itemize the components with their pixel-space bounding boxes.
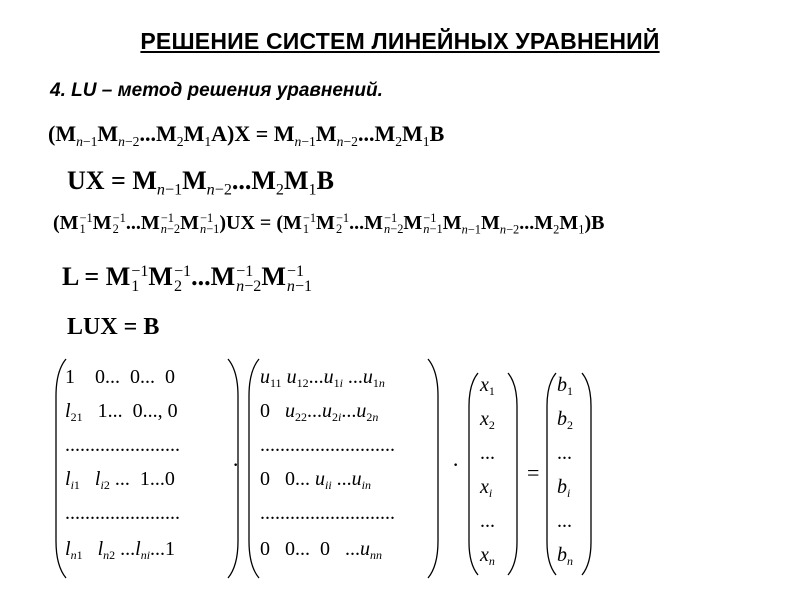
equation-3: (M −1 1 M −1 2 ...M −1 n−2 M −1 n−1 )UX = (M −1 1 M −1 2 ...M −1 n−2 M −1 n−1 $M_{n-1}M_{n-2}...M_2M_1)B$ (53, 210, 605, 237)
matrix-l-row-1: 1 0... 0... 0 (65, 366, 175, 388)
vector-x-entry-2: $x_2$ (480, 408, 495, 433)
left-paren-x (468, 370, 480, 578)
matrix-l (55, 356, 240, 581)
dot-operator-2: · (452, 452, 460, 477)
matrix-u (248, 356, 440, 581)
vector-b-entry-4: $b_i$ (557, 476, 571, 501)
equals-operator: = (527, 460, 540, 485)
section-subtitle: 4. LU – метод решения уравнений. (50, 80, 383, 101)
equation-1-text (48, 121, 49, 122)
vector-x-entry-3: ... (480, 442, 495, 464)
matrix-u-row-2: 0 $u_{22}...u_{2i}...u_{2n}$ (260, 400, 379, 425)
vector-b-entry-5: ... (557, 510, 572, 532)
equation-2: UX = $M_{n-1}M_{n-2}...M_2M_1B$ (67, 166, 334, 199)
equation-5: LUX = B (67, 314, 160, 340)
matrix-l-row-2: $l_{21}$ 1... 0..., 0 (65, 400, 178, 425)
vector-b-entry-6: $b_n$ (557, 544, 573, 569)
vector-x-entry-6: $x_n$ (480, 544, 495, 569)
matrix-u-row-6: 0 0... 0 $...u_{nn}$ (260, 538, 382, 563)
right-paren-x (506, 370, 518, 578)
vector-b-entry-1: $b_1$ (557, 374, 573, 399)
vector-x-entry-1: $x_1$ (480, 374, 495, 399)
dot-operator-1: · (232, 452, 240, 477)
matrix-l-row-5: ....................... (65, 502, 180, 524)
matrix-l-row-3: ....................... (65, 434, 180, 456)
matrix-l-row-6: $l_{n1}$ $l_{n2}$ $...l_{ni}...1$ (65, 538, 176, 563)
page-title: РЕШЕНИЕ СИСТЕМ ЛИНЕЙНЫХ УРАВНЕНИЙ (140, 28, 660, 54)
matrix-u-row-1: $u_{11}$ $u_{12}...u_{1i}$ $...u_{1n}$ (260, 366, 385, 391)
equation-2-text (67, 166, 68, 167)
vector-x-entry-5: ... (480, 510, 495, 532)
matrix-u-row-4: 0 0... $u_{ii}$ $...u_{in}$ (260, 468, 372, 493)
vector-x-entry-4: $x_i$ (480, 476, 493, 501)
equation-4: L = M −1 1 M −1 2 ...M −1 n−2 M −1 n−1 (62, 262, 313, 296)
matrix-u-row-3: ........................... (260, 434, 395, 456)
vector-b-entry-3: ... (557, 442, 572, 464)
vector-b (546, 370, 592, 578)
right-paren-b (580, 370, 592, 578)
matrix-l-row-4: $l_{i1}$ $l_{i2}$ ... 1...0 (65, 468, 175, 493)
equation-1: $(M_{n-1}M_{n-2}...M_2M_1A)X = M_{n-1}M_{n-2}...M_2M_1B$ (48, 121, 445, 149)
equation-4-text (62, 262, 63, 263)
equation-3-text (53, 212, 54, 213)
vector-b-entry-2: $b_2$ (557, 408, 573, 433)
vector-x (468, 370, 518, 578)
matrix-u-row-5: ........................... (260, 502, 395, 524)
right-paren-u (425, 356, 439, 581)
